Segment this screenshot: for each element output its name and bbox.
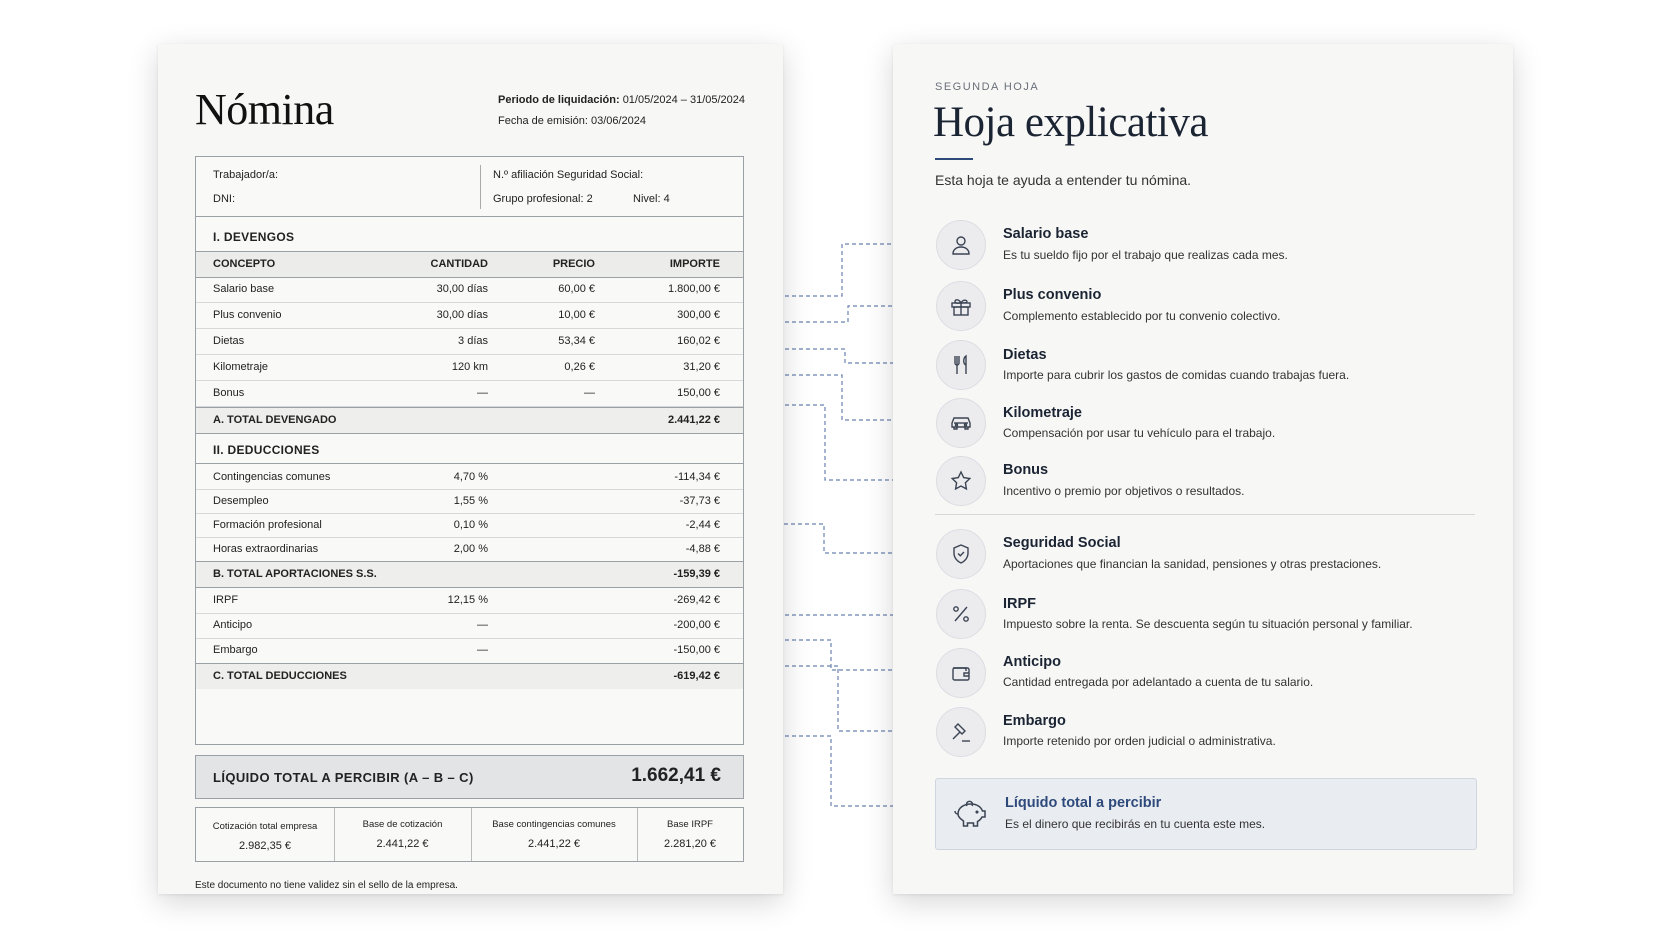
net-pay-label: LÍQUIDO TOTAL A PERCIBIR (A – B – C) <box>213 770 474 785</box>
level-label: Nivel: <box>633 193 661 205</box>
row-concept: Plus convenio <box>213 309 282 321</box>
table-row <box>196 613 743 639</box>
car-icon <box>936 398 986 448</box>
level-line <box>633 193 670 205</box>
row-amount: -37,73 € <box>679 495 720 507</box>
table-row <box>196 513 743 538</box>
issue-label: Fecha de emisión: <box>498 115 588 127</box>
row-price: 53,34 € <box>558 335 595 347</box>
level-value: 4 <box>663 193 670 205</box>
row-amount: 150,00 € <box>677 387 720 399</box>
guide-intro: Esta hoja te ayuda a entender tu nómina. <box>935 172 1192 188</box>
base-value: 2.441,22 € <box>376 838 429 850</box>
net-pay-box <box>195 755 744 799</box>
item-desc: Impuesto sobre la renta. Se descuenta según tu situación personal y familiar. <box>1003 617 1413 631</box>
row-price: 10,00 € <box>558 309 595 321</box>
contribution-bases <box>195 807 744 862</box>
ss-affiliation-label: N.º afiliación Seguridad Social: <box>493 169 644 181</box>
base-label: Cotización total empresa <box>212 821 318 832</box>
footnote: Este documento no tiene validez sin el sello de la empresa. <box>195 880 458 891</box>
table-row <box>196 638 743 664</box>
item-desc: Importe para cubrir los gastos de comidas cuando trabajas fuera. <box>1003 368 1350 382</box>
person-icon <box>936 220 986 270</box>
base-value: 2.281,20 € <box>664 838 716 850</box>
total-earned-row <box>196 407 743 434</box>
table-row <box>196 303 743 329</box>
row-qty: 30,00 días <box>436 283 488 295</box>
row-qty: — <box>477 619 488 631</box>
base-cell <box>334 808 472 861</box>
item-title: Kilometraje <box>1003 405 1082 421</box>
period-value: 01/05/2024 – 31/05/2024 <box>622 94 746 106</box>
table-row <box>196 465 743 490</box>
base-cell <box>471 808 638 861</box>
row-qty: 120 km <box>451 361 488 373</box>
col-importe: IMPORTE <box>669 258 720 270</box>
percent-icon <box>936 589 986 639</box>
net-desc: Es el dinero que recibirás en tu cuenta este mes. <box>1005 817 1266 831</box>
table-row <box>196 329 743 355</box>
issue-line <box>498 115 646 127</box>
row-concept: Bonus <box>213 387 245 399</box>
row-amount: 300,00 € <box>677 309 720 321</box>
base-cell <box>637 808 743 861</box>
row-concept: IRPF <box>213 594 239 606</box>
table-row <box>196 277 743 303</box>
item-title: Dietas <box>1003 347 1047 363</box>
worker-label: Trabajador/a: <box>213 169 279 181</box>
cutlery-icon <box>936 340 986 390</box>
row-qty: 4,70 % <box>453 471 488 483</box>
row-qty: 2,00 % <box>453 543 488 555</box>
row-concept: Dietas <box>213 335 245 347</box>
period-line <box>498 94 745 106</box>
row-qty: 30,00 días <box>436 309 488 321</box>
star-icon <box>936 456 986 506</box>
title-underline <box>935 158 973 160</box>
row-price: — <box>584 387 595 399</box>
group-line <box>493 193 593 205</box>
row-qty: 0,10 % <box>453 519 488 531</box>
row-qty: 1,55 % <box>453 495 488 507</box>
row-concept: Anticipo <box>213 619 253 631</box>
row-qty: — <box>477 644 488 656</box>
row-amount: -200,00 € <box>673 619 720 631</box>
dni-label: DNI: <box>213 193 235 205</box>
row-amount: -269,42 € <box>673 594 720 606</box>
base-label: Base contingencias comunes <box>492 819 616 830</box>
deductions-section-title: II. DEDUCCIONES <box>213 443 320 457</box>
row-concept: Formación profesional <box>213 519 322 531</box>
col-concepto: CONCEPTO <box>213 258 276 270</box>
worker-info-box <box>195 156 744 219</box>
row-concept: Desempleo <box>213 495 269 507</box>
gift-icon <box>936 281 986 331</box>
total-deductions-label: C. TOTAL DEDUCCIONES <box>213 670 347 682</box>
section-divider <box>935 514 1475 515</box>
deductions-rule <box>196 463 743 464</box>
guide-title: Hoja explicativa <box>933 99 1208 146</box>
item-title: Bonus <box>1003 462 1049 478</box>
payslip-table <box>195 216 744 745</box>
row-amount: -150,00 € <box>673 644 720 656</box>
row-qty: 12,15 % <box>447 594 488 606</box>
item-desc: Incentivo o premio por objetivos o resultados. <box>1003 484 1245 498</box>
base-cell <box>196 808 335 861</box>
row-price: 0,26 € <box>564 361 595 373</box>
row-amount: 31,20 € <box>683 361 720 373</box>
payslip-title: Nómina <box>195 85 334 134</box>
guide-eyebrow: SEGUNDA HOJA <box>935 81 1040 93</box>
info-divider <box>480 165 481 209</box>
col-precio: PRECIO <box>552 258 595 270</box>
item-title: Plus convenio <box>1003 287 1102 303</box>
wallet-icon <box>936 648 986 698</box>
earnings-section-title: I. DEVENGOS <box>213 230 295 244</box>
row-amount: 160,02 € <box>677 335 720 347</box>
gavel-icon <box>936 707 986 757</box>
row-amount: -4,88 € <box>685 543 720 555</box>
base-value: 2.982,35 € <box>239 840 291 852</box>
net-title: Líquido total a percibir <box>1005 795 1162 811</box>
row-concept: Kilometraje <box>213 361 269 373</box>
table-row <box>196 355 743 381</box>
table-header <box>196 251 743 278</box>
total-ss-label: B. TOTAL APORTACIONES S.S. <box>213 568 377 580</box>
guide-sheet <box>893 44 1513 894</box>
table-row <box>196 489 743 514</box>
group-value: 2 <box>586 193 593 205</box>
row-concept: Embargo <box>213 644 258 656</box>
piggy-bank-icon <box>946 790 994 838</box>
row-amount: -2,44 € <box>685 519 720 531</box>
total-ss-row <box>196 561 743 588</box>
table-row <box>196 537 743 562</box>
row-amount: 1.800,00 € <box>668 283 720 295</box>
payslip-sheet <box>158 44 783 894</box>
item-desc: Compensación por usar tu vehículo para el trabajo. <box>1003 426 1276 440</box>
item-desc: Cantidad entregada por adelantado a cuenta de tu salario. <box>1003 675 1314 689</box>
total-earned-label: A. TOTAL DEVENGADO <box>213 414 337 426</box>
group-label: Grupo profesional: <box>493 193 584 205</box>
col-cantidad: CANTIDAD <box>430 258 488 270</box>
issue-value: 03/06/2024 <box>590 115 647 127</box>
total-ss-value: -159,39 € <box>673 568 720 580</box>
net-pay-value: 1.662,41 € <box>631 765 721 786</box>
item-desc: Aportaciones que financian la sanidad, pensiones y otras prestaciones. <box>1003 557 1382 571</box>
base-value: 2.441,22 € <box>528 838 580 850</box>
row-concept: Contingencias comunes <box>213 471 331 483</box>
row-qty: — <box>477 387 488 399</box>
item-title: Salario base <box>1003 226 1089 242</box>
item-title: Anticipo <box>1003 654 1061 670</box>
row-concept: Horas extraordinarias <box>213 543 319 555</box>
total-deductions-row <box>196 663 743 689</box>
item-desc: Importe retenido por orden judicial o administrativa. <box>1003 734 1276 748</box>
base-label: Base IRPF <box>667 819 713 830</box>
item-desc: Es tu sueldo fijo por el trabajo que realizas cada mes. <box>1003 248 1288 262</box>
shield-icon <box>936 529 986 579</box>
item-title: Embargo <box>1003 713 1066 729</box>
total-earned-value: 2.441,22 € <box>668 414 720 426</box>
row-amount: -114,34 € <box>674 471 720 483</box>
row-concept: Salario base <box>213 283 275 295</box>
table-row <box>196 381 743 407</box>
net-explanation-box <box>935 778 1477 850</box>
item-title: Seguridad Social <box>1003 535 1121 551</box>
table-row <box>196 588 743 614</box>
period-label: Periodo de liquidación: <box>498 94 620 106</box>
item-desc: Complemento establecido por tu convenio colectivo. <box>1003 309 1281 323</box>
base-label: Base de cotización <box>362 819 443 830</box>
row-price: 60,00 € <box>558 283 595 295</box>
total-deductions-value: -619,42 € <box>673 670 720 682</box>
row-qty: 3 días <box>458 335 488 347</box>
item-title: IRPF <box>1003 596 1037 612</box>
